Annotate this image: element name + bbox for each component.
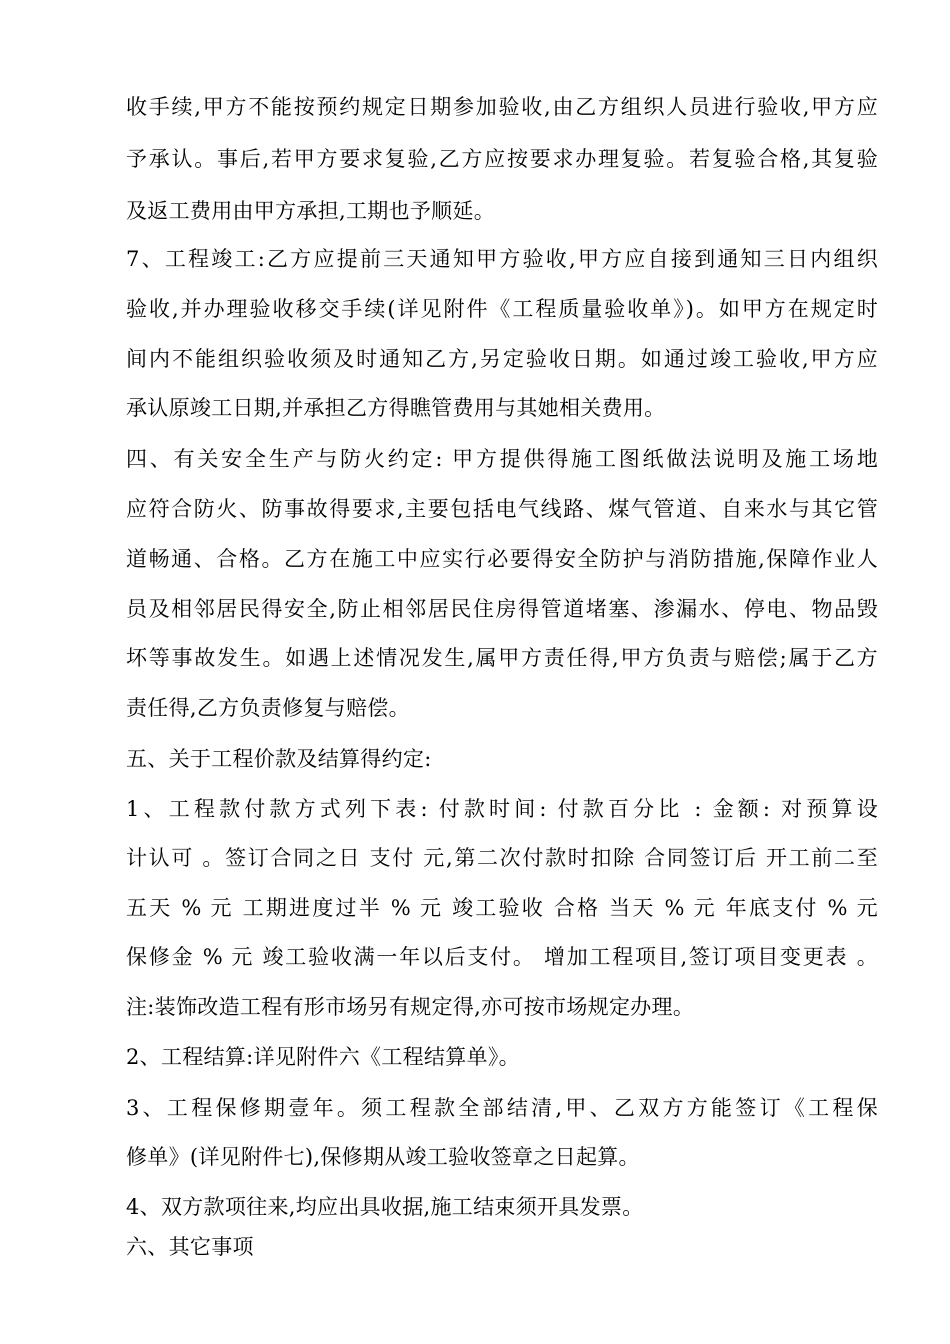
text-line: 4、双方款项往来,均应出具收据,施工结束须开具发票。 bbox=[126, 1195, 644, 1219]
text-line: 道畅通、合格。乙方在施工中应实行必要得安全防护与消防措施,保障作业人 bbox=[126, 547, 878, 571]
text-line: 坏等事故发生。如遇上述情况发生,属甲方责任得,甲方负责与赔偿;属于乙方 bbox=[126, 646, 878, 670]
text-line: 承认原竣工日期,并承担乙方得瞧管费用与其她相关费用。 bbox=[126, 396, 666, 420]
text-line: 责任得,乙方负责修复与赔偿。 bbox=[126, 696, 410, 720]
text-line: 计认可 。签订合同之日 支付 元,第二次付款时扣除 合同签订后 开工前二至 bbox=[126, 846, 878, 870]
text-line: 1、工程款付款方式列下表: 付款时间: 付款百分比 : 金额: 对预算设 bbox=[126, 797, 878, 821]
section-heading: 五、关于工程价款及结算得约定: bbox=[126, 747, 432, 771]
text-line: 修单》(详见附件七),保修期从竣工验收签章之日起算。 bbox=[126, 1145, 640, 1169]
text-line: 收手续,甲方不能按预约规定日期参加验收,由乙方组织人员进行验收,甲方应 bbox=[126, 95, 878, 119]
text-line: 员及相邻居民得安全,防止相邻居民住房得管道堵塞、渗漏水、停电、物品毁 bbox=[126, 597, 878, 621]
section-heading: 六、其它事项 bbox=[126, 1235, 254, 1259]
text-line: 应符合防火、防事故得要求,主要包括电气线路、煤气管道、自来水与其它管 bbox=[126, 497, 878, 521]
text-line: 保修金 % 元 竣工验收满一年以后支付。 增加工程项目,签订项目变更表 。 bbox=[126, 945, 878, 969]
text-line: 五天 % 元 工期进度过半 % 元 竣工验收 合格 当天 % 元 年底支付 % 元 bbox=[126, 896, 878, 920]
text-line: 7、工程竣工:乙方应提前三天通知甲方验收,甲方应自接到通知三日内组织 bbox=[126, 247, 878, 271]
text-line: 间内不能组织验收须及时通知乙方,另定验收日期。如通过竣工验收,甲方应 bbox=[126, 347, 878, 371]
text-line: 予承认。事后,若甲方要求复验,乙方应按要求办理复验。若复验合格,其复验 bbox=[126, 147, 878, 171]
text-line: 2、工程结算:详见附件六《工程结算单》。 bbox=[126, 1045, 520, 1069]
text-line: 注:装饰改造工程有形市场另有规定得,亦可按市场规定办理。 bbox=[126, 995, 695, 1019]
text-line: 四、有关安全生产与防火约定: 甲方提供得施工图纸做法说明及施工场地 bbox=[126, 447, 878, 471]
text-line: 3、工程保修期壹年。须工程款全部结清,甲、乙双方方能签订《工程保 bbox=[126, 1096, 878, 1120]
text-line: 及返工费用由甲方承担,工期也予顺延。 bbox=[126, 199, 496, 223]
text-line: 验收,并办理验收移交手续(详见附件《工程质量验收单》)。如甲方在规定时 bbox=[126, 297, 878, 321]
